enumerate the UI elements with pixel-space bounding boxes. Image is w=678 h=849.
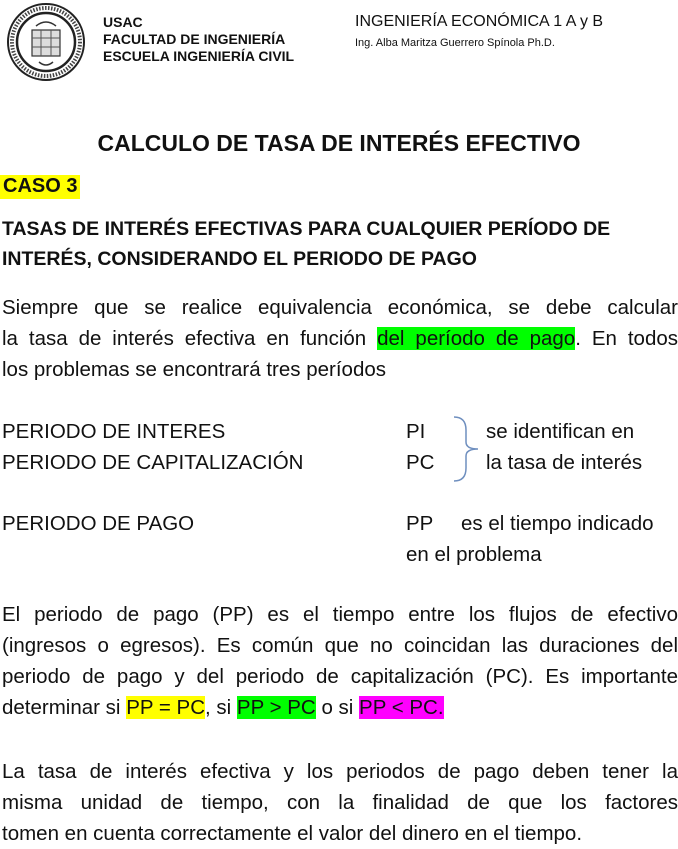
period-payment-abbr: PP bbox=[406, 512, 434, 535]
institution-line: ESCUELA INGENIERÍA CIVIL bbox=[103, 48, 295, 64]
highlight-pp-equal-pc: PP = PC bbox=[126, 696, 206, 719]
brace-note-line: la tasa de interés bbox=[486, 451, 643, 474]
period-capitalization-abbr: PC bbox=[406, 451, 435, 474]
text-segment: o si bbox=[315, 696, 360, 719]
paragraph-line: (ingresos o egresos). Es común que no coincidan las duraciones del bbox=[2, 634, 678, 657]
curly-brace-icon bbox=[452, 414, 484, 484]
highlight-pp-less-pc: PP < PC. bbox=[359, 696, 444, 719]
subtitle-line: TASAS DE INTERÉS EFECTIVAS PARA CUALQUIER PERÍODO DE bbox=[2, 218, 611, 240]
institution-line: USAC bbox=[103, 14, 143, 30]
paragraph-line: El periodo de pago (PP) es el tiempo entre los flujos de efectivo bbox=[2, 603, 678, 626]
paragraph-line: los problemas se encontrará tres períodos bbox=[2, 358, 387, 381]
paragraph-line: misma unidad de tiempo, con la finalidad de que los factores bbox=[2, 791, 678, 814]
paragraph-line: Siempre que se realice equivalencia económica, se debe calcular bbox=[2, 296, 678, 319]
subtitle-line: INTERÉS, CONSIDERANDO EL PERIODO DE PAGO bbox=[2, 248, 477, 270]
paragraph-line bbox=[2, 692, 444, 723]
section-subtitle bbox=[2, 214, 610, 274]
university-seal-icon bbox=[6, 2, 86, 82]
highlight-payment-period: del período de pago bbox=[377, 327, 576, 350]
text-segment: , si bbox=[205, 696, 237, 719]
period-interest-abbr: PI bbox=[406, 420, 426, 443]
case-label: CASO 3 bbox=[0, 175, 80, 199]
paragraph-line: La tasa de interés efectiva y los periodos de pago deben tener la bbox=[2, 760, 678, 783]
text-segment: determinar si bbox=[2, 696, 127, 719]
page-title: CALCULO DE TASA DE INTERÉS EFECTIVO bbox=[97, 130, 581, 156]
paragraph-line: periodo de pago y del periodo de capitalización (PC). Es importante bbox=[2, 665, 678, 688]
payment-note-line: en el problema bbox=[406, 543, 542, 566]
text-segment: . En todos bbox=[575, 327, 678, 350]
course-name: INGENIERÍA ECONÓMICA 1 A y B bbox=[355, 13, 604, 30]
instructor-name: Ing. Alba Maritza Guerrero Spínola Ph.D. bbox=[355, 37, 555, 49]
payment-note-line: es el tiempo indicado bbox=[461, 512, 654, 535]
text-segment: la tasa de interés efectiva en función bbox=[2, 327, 378, 350]
period-payment-label: PERIODO DE PAGO bbox=[2, 512, 195, 535]
institution-line: FACULTAD DE INGENIERÍA bbox=[103, 31, 286, 47]
period-interest-label: PERIODO DE INTERES bbox=[2, 420, 226, 443]
paragraph-line: tomen en cuenta correctamente el valor del dinero en el tiempo. bbox=[2, 822, 583, 845]
highlight-pp-greater-pc: PP > PC bbox=[236, 696, 316, 719]
period-capitalization-label: PERIODO DE CAPITALIZACIÓN bbox=[2, 451, 304, 474]
paragraph-line bbox=[2, 323, 678, 354]
institution-block bbox=[103, 14, 294, 65]
brace-note-line: se identifican en bbox=[486, 420, 635, 443]
